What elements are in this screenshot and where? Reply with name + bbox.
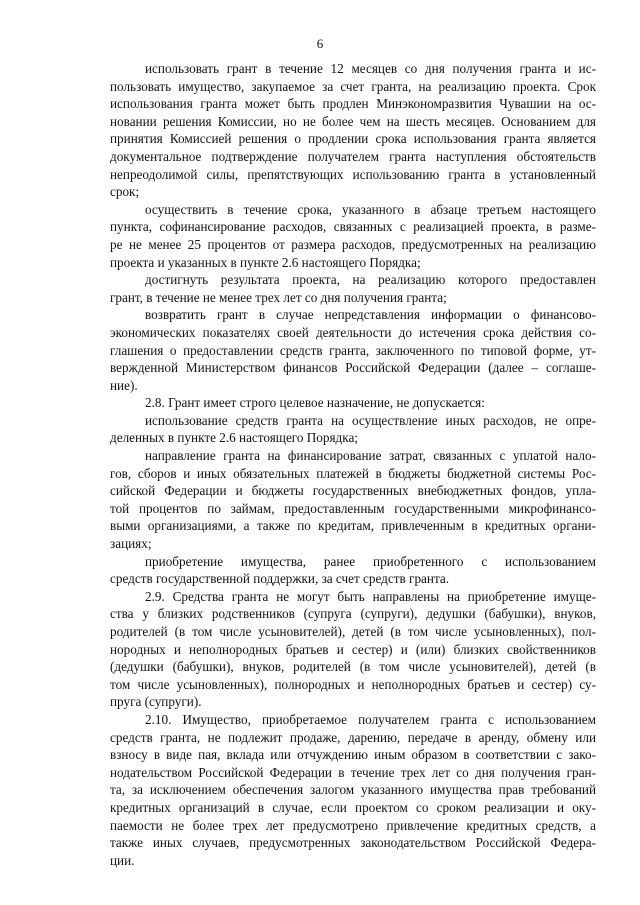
text-line: новании решения Комиссии, но не более чем на шесть месяцев. Основанием для: [110, 113, 596, 129]
text-line: средств гранта, не подлежит продаже, дарению, передаче в аренду, обмену или: [110, 729, 596, 745]
text-line: ние).: [110, 377, 138, 393]
text-line: нодательством Российской Федерации в течение трех лет со дня получения гран-: [110, 764, 596, 780]
text-line: пункта, софинансирование расходов, связанных с реализацией проекта, в разме-: [110, 219, 596, 235]
text-line: достигнуть результата проекта, на реализацию которого предоставлен: [145, 272, 596, 288]
text-line: возвратить грант в случае непредставления информации о финансово-: [145, 307, 596, 323]
text-line: нородных и неполнородных братьев и сестер) и (или) близких свойственников: [110, 641, 596, 657]
text-line: пользовать имущество, закупаемое за счет гранта, на реализацию проекта. Срок: [110, 78, 596, 94]
text-line: документальное подтверждение получателем гранта наступления обстоятельств: [110, 148, 596, 164]
text-line: 2.10. Имущество, приобретаемое получателем гранта с использованием: [145, 711, 596, 727]
text-line: приобретение имущества, ранее приобретенного с использованием: [145, 553, 596, 569]
text-line: ства у близких родственников (супруга (супруги), дедушки (бабушки), внуков,: [110, 606, 596, 622]
text-line: кредитных организаций в случае, если проектом со сроком реализации и оку-: [110, 799, 596, 815]
text-line: средств государственной поддержки, за счет средств гранта.: [110, 571, 450, 587]
text-line: паемости не более трех лет предусмотрено привлечение кредитных средств, а: [110, 817, 596, 833]
text-line: пруга (супруги).: [110, 694, 202, 710]
text-line: 2.8. Грант имеет строго целевое назначение, не допускается:: [145, 395, 485, 411]
text-line: той процентов по займам, предоставленным государственными микрофинансо-: [110, 500, 596, 516]
text-line: экономических показателях своей деятельности до истечения срока действия со-: [110, 324, 596, 340]
text-line: 2.9. Средства гранта не могут быть направлены на приобретение имуще-: [145, 588, 596, 604]
page-number: 6: [316, 36, 324, 51]
text-line: грант, в течение не менее трех лет со дня получения гранта;: [110, 289, 447, 305]
text-line: выми организациями, а также по кредитам, привлеченным в кредитных органи-: [110, 518, 596, 534]
text-line: взносу в виде пая, вклада или отчуждению иным образом в соответствии с зако-: [110, 747, 596, 763]
text-line: проекта и указанных в пункте 2.6 настоящего Порядка;: [110, 254, 421, 270]
text-line: ре не менее 25 процентов от размера расходов, предусмотренных на реализацию: [110, 236, 596, 252]
text-line: родителей (в том числе усыновителей), детей (в том числе усыновленных), пол-: [110, 624, 596, 639]
text-line: вержденной Министерством финансов Российской Федерации (далее – соглаше-: [110, 360, 596, 376]
document-body: [110, 60, 596, 869]
text-line: глашения о предоставлении средств гранта, заключенного по типовой форме, ут-: [110, 342, 596, 358]
text-line: (дедушки (бабушки), внуков, родителей (в том числе усыновителей), детей (в: [110, 659, 596, 675]
text-line: зациях;: [110, 536, 152, 552]
text-line: ции.: [110, 852, 135, 868]
text-line: непреодолимой силы, препятствующих использованию гранта в установленный: [110, 166, 596, 182]
text-line: также иных случаев, предусмотренных законодательством Российской Федера-: [110, 835, 596, 851]
text-line: принятия Комиссией решения о продлении срока использования гранта является: [110, 131, 596, 147]
text-line: использование средств гранта на осуществление иных расходов, не опре-: [145, 412, 596, 428]
text-line: осуществить в течение срока, указанного в абзаце третьем настоящего: [145, 201, 596, 217]
text-line: использовать грант в течение 12 месяцев со дня получения гранта и ис-: [145, 61, 596, 76]
text-line: гов, сборов и иных обязательных платежей в бюджеты бюджетной системы Рос-: [110, 465, 596, 481]
text-line: использования гранта может быть продлен Минэкономразвития Чувашии на ос-: [110, 96, 596, 112]
text-line: та, за исключением обеспечения залогом указанного имущества прав требований: [110, 782, 596, 798]
text-line: направление гранта на финансирование затрат, связанных с уплатой нало-: [145, 448, 596, 464]
text-line: срок;: [110, 184, 140, 200]
text-line: сийской Федерации и бюджеты государственных внебюджетных фондов, упла-: [110, 483, 596, 499]
text-line: деленных в пункте 2.6 настоящего Порядка;: [110, 430, 358, 446]
text-line: том числе усыновленных), полнородных и неполнородных братьев и сестер) су-: [110, 676, 596, 692]
